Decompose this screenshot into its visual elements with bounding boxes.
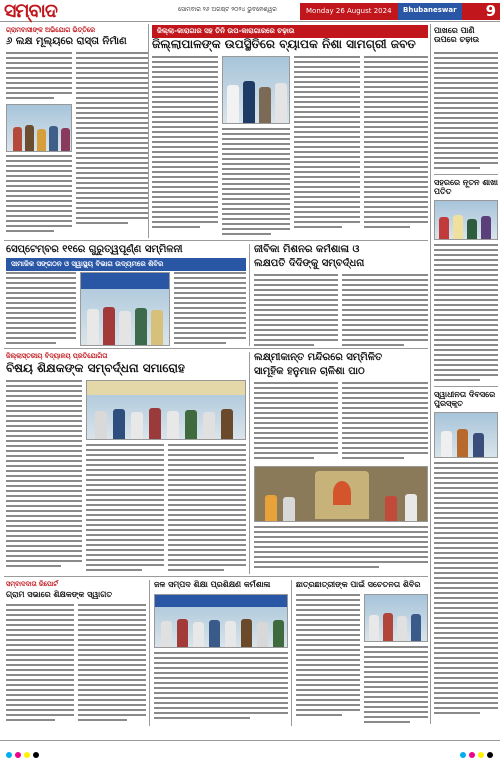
masthead	[0, 0, 500, 22]
column-rule	[149, 580, 150, 726]
hanuman-headline-line1: ଲକ୍ଷ୍ମୀକାନ୍ତ ମନ୍ଦିରରେ ସମ୍ମିଳିତ	[254, 352, 383, 363]
story-text	[254, 274, 338, 346]
section-rule	[434, 386, 498, 387]
news-photo-officials	[222, 56, 290, 124]
hanuman-headline-line2: ସାମୂହିକ ହନୁମାନ ଚାଳିଶା ପାଠ	[254, 366, 365, 377]
center-story-headline: ଜିଲ୍ଲାପାଳଙ୍କ ଉପସ୍ଥିତିରେ ବ୍ୟାପକ ନିଶା ସାମଗ୍ରୀ ଜବତ	[152, 38, 416, 51]
story-text	[342, 382, 428, 462]
bottom-right-headline: ଛାତ୍ରଛାତ୍ରୀଙ୍କ ପାଇଁ ସଚେତନତା ଶିବିର	[296, 580, 421, 589]
story-text	[222, 128, 290, 238]
top-story-kicker: ଗ୍ରାମବାସୀଙ୍କ ଅଭିଯୋଗ ଭିତ୍ତିରେ	[6, 26, 96, 34]
story-text	[152, 56, 218, 238]
news-photo-classroom	[364, 594, 428, 642]
center-story-band: ଜିଲ୍ଲା-କାରାଗାର ସହ ତିନି ଉପ-କାରାଗାରରେ ଚଢ଼ାଉ	[152, 25, 428, 38]
masthead-info: ସୋମବାର ୨୬ ଅଗଷ୍ଟ ୨୦୨୪ ଭୁବନେଶ୍ୱର	[178, 6, 277, 13]
newspaper-logo: ସମ୍ବାଦ	[4, 0, 57, 22]
section-rule	[4, 240, 428, 241]
news-photo-meeting	[80, 272, 170, 346]
story-text	[434, 462, 498, 724]
edition-city: Bhubaneswar	[398, 3, 462, 20]
issue-date: Monday 26 August 2024	[306, 7, 392, 15]
print-registration-marks	[6, 752, 39, 758]
yoga-story-kicker: ଜିଲ୍ଲାସ୍ତରୀୟ ବିଦ୍ୟାଳୟ ପ୍ରତିଯୋଗିତା	[6, 352, 108, 360]
story-text	[174, 272, 246, 346]
story-text	[296, 594, 360, 726]
story-text	[76, 52, 148, 242]
story-text	[434, 52, 498, 170]
column-rule	[249, 244, 250, 346]
story-text	[434, 244, 498, 384]
column-rule	[430, 24, 431, 724]
story-text	[254, 526, 428, 574]
story-text	[294, 56, 360, 238]
page-number: 9	[485, 2, 496, 20]
section-rule	[434, 174, 498, 175]
story-text	[6, 272, 76, 346]
story-text	[6, 604, 74, 726]
bottom-left-kicker: ସମ୍ବାଦଦାତା ରିପୋର୍ଟ	[6, 580, 58, 588]
news-photo-ceremony	[434, 200, 498, 240]
story-text	[168, 444, 246, 574]
top-story-headline: ୬ ଲକ୍ଷ ମୂଲ୍ୟରେ ରାସ୍ତା ନିର୍ମାଣ	[6, 36, 127, 47]
story-text	[6, 52, 72, 102]
column-rule	[291, 580, 292, 726]
bottom-left-headline: ଗ୍ରାମ ସଭାରେ ଶିକ୍ଷକଙ୍କ ସ୍ୱାଗତ	[6, 590, 113, 599]
jeevika-headline-line2: ଲକ୍ଷପତି ଦିଦିଙ୍କୁ ସମ୍ବର୍ଦ୍ଧନା	[254, 258, 365, 269]
story-text	[364, 56, 428, 238]
news-photo-crowd	[6, 104, 72, 152]
story-text	[6, 155, 72, 239]
yoga-story-headline: ବିଷୟ ଶିକ୍ଷକଙ୍କ ସମ୍ବର୍ଦ୍ଧନା ସମାରୋହ	[6, 362, 185, 375]
print-registration-marks	[460, 752, 493, 758]
story-text	[342, 274, 428, 346]
date-banner	[300, 3, 500, 20]
sep-story-headline: ସେପ୍ଟେମ୍ବର ୧୧ରେ ଗୁରୁତ୍ୱପୂର୍ଣ୍ଣ ସମ୍ମିଳନୀ	[6, 244, 183, 255]
story-text	[154, 652, 288, 726]
jeevika-headline-line1: ଜୀବିକା ମିଶନର କର୍ମଶାଳା ଓ	[254, 244, 360, 255]
news-photo-workshop	[154, 594, 288, 648]
column-rule	[148, 24, 149, 238]
page-bottom-rule	[0, 740, 500, 741]
story-text	[254, 382, 338, 462]
column-rule	[249, 352, 250, 574]
story-text	[364, 646, 428, 726]
bottom-mid-headline: ଜଳ ସମ୍ପଦ ଶିକ୍ଷା ପ୍ରଶିକ୍ଷଣ କର୍ମଶାଳା	[154, 580, 271, 589]
news-photo-award	[434, 412, 498, 458]
story-text	[78, 604, 146, 726]
sep-story-band: ସାମାଜିକ ସଙ୍ଗଠନ ଓ ସ୍ୱାସ୍ଥ୍ୟ ବିଭାଗ ଉଦ୍ୟମରେ ଶିବିର	[6, 258, 246, 271]
section-rule	[4, 348, 428, 349]
news-photo-temple	[254, 466, 428, 522]
right-mid-headline: ସ୍ୱାଧୀନତା ଦିବସରେ ପୁରସ୍କୃତ	[434, 390, 496, 409]
right-second-headline: ସହରରେ ନୂତନ ଶାଖା ପତିତ	[434, 178, 498, 197]
news-photo-students	[86, 380, 246, 440]
story-text	[86, 444, 164, 574]
story-text	[6, 380, 82, 574]
right-top-headline: ପାଖରେ ପାଣି ଉପରେ ଚଢ଼ାଉ	[434, 26, 480, 45]
section-rule	[4, 576, 428, 577]
